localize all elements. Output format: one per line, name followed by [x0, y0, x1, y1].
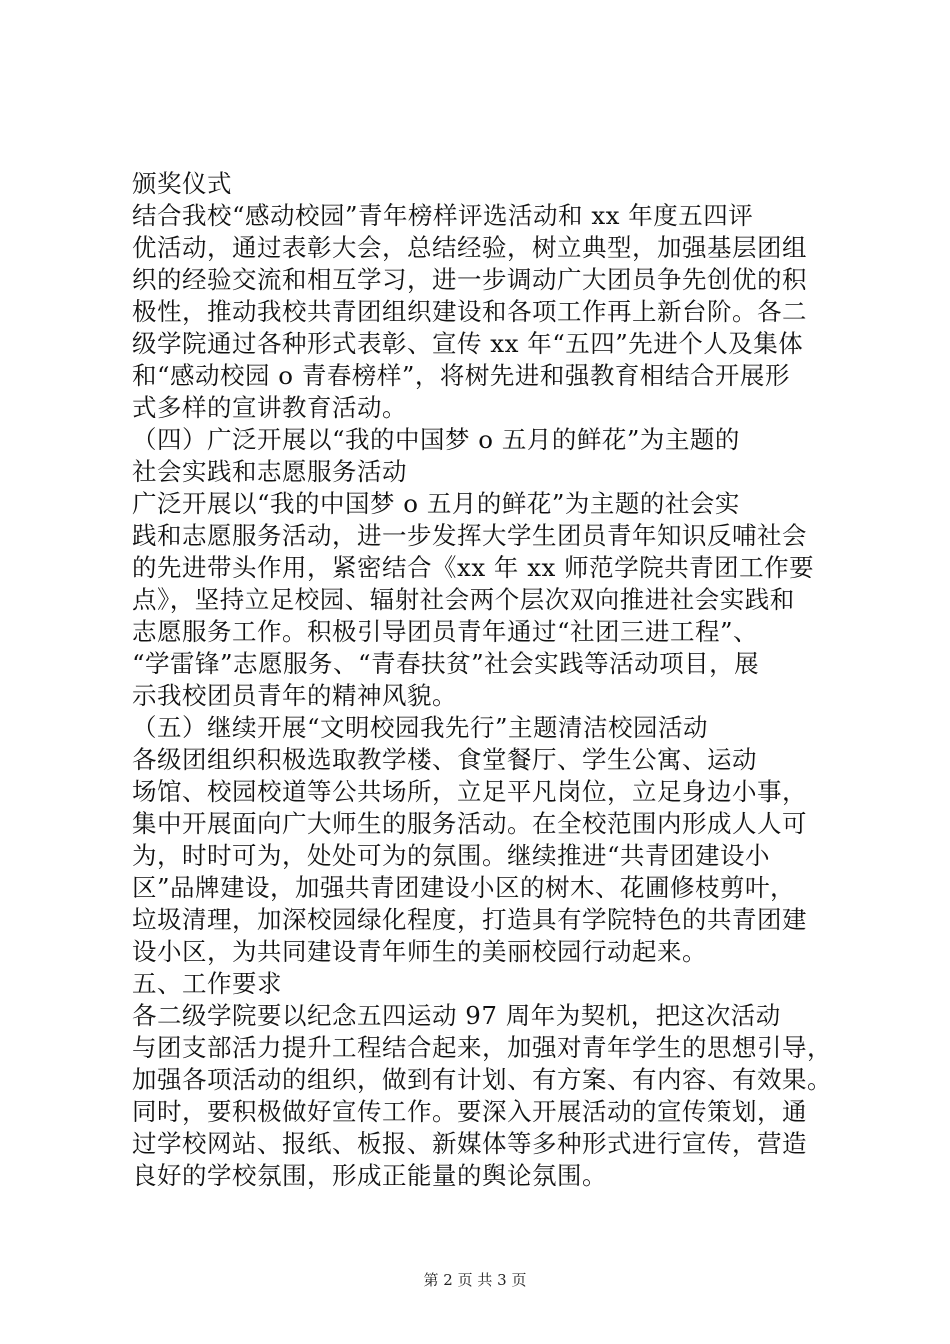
text-line: 场馆、校园校道等公共场所，立足平凡岗位，立足身边小事， [132, 777, 807, 806]
text-line: 各级团组织积极选取教学楼、食堂餐厅、学生公寓、运动 [132, 745, 757, 774]
text-line: 式多样的宣讲教育活动。 [132, 393, 407, 422]
text-line: 广泛开展以“我的中国梦 o 五月的鲜花”为主题的社会实 [132, 489, 740, 518]
text-line: 织的经验交流和相互学习，进一步调动广大团员争先创优的积 [132, 265, 807, 294]
text-line: 各二级学院要以纪念五四运动 97 周年为契机，把这次活动 [132, 1001, 781, 1030]
section-heading: （五）继续开展“文明校园我先行”主题清洁校园活动 [132, 713, 709, 742]
text-line: 的先进带头作用，紧密结合《xx 年 xx 师范学院共青团工作要 [132, 553, 815, 582]
text-line: 和“感动校园 o 青春榜样”，将树先进和强教育相结合开展形 [132, 361, 790, 390]
text-line: 加强各项活动的组织，做到有计划、有方案、有内容、有效果。 [132, 1065, 832, 1094]
text-line: 结合我校“感动校园”青年榜样评选活动和 xx 年度五四评 [132, 201, 754, 230]
text-line: 区”品牌建设，加强共青团建设小区的树木、花圃修枝剪叶， [132, 873, 796, 902]
text-line: 同时，要积极做好宣传工作。要深入开展活动的宣传策划，通 [132, 1097, 807, 1126]
page-footer: 第 2 页 共 3 页 [423, 1271, 527, 1289]
text-line: 点》，坚持立足校园、辐射社会两个层次双向推进社会实践和 [132, 585, 795, 614]
text-line: 极性，推动我校共青团组织建设和各项工作再上新台阶。各二 [132, 297, 807, 326]
section-heading: 社会实践和志愿服务活动 [132, 457, 407, 486]
section-heading: 五、工作要求 [132, 969, 282, 998]
text-line: 践和志愿服务活动，进一步发挥大学生团员青年知识反哺社会 [132, 521, 807, 550]
text-line: 垃圾清理，加深校园绿化程度，打造具有学院特色的共青团建 [132, 905, 807, 934]
text-line: “学雷锋”志愿服务、“青春扶贫”社会实践等活动项目，展 [132, 649, 760, 678]
text-line: 志愿服务工作。积极引导团员青年通过“社团三进工程”、 [132, 617, 759, 646]
text-line: 设小区，为共同建设青年师生的美丽校园行动起来。 [132, 937, 707, 966]
text-line: 颁奖仪式 [132, 169, 232, 198]
text-line: 集中开展面向广大师生的服务活动。在全校范围内形成人人可 [132, 809, 807, 838]
text-line: 示我校团员青年的精神风貌。 [132, 681, 457, 710]
text-line: 优活动，通过表彰大会，总结经验，树立典型，加强基层团组 [132, 233, 807, 262]
text-line: 与团支部活力提升工程结合起来，加强对青年学生的思想引导， [132, 1033, 832, 1062]
text-line: 良好的学校氛围，形成正能量的舆论氛围。 [132, 1161, 607, 1190]
text-line: 过学校网站、报纸、板报、新媒体等多种形式进行宣传，营造 [132, 1129, 807, 1158]
text-line: 为，时时可为，处处可为的氛围。继续推进“共青团建设小 [132, 841, 771, 870]
text-line: 级学院通过各种形式表彰、宣传 xx 年“五四”先进个人及集体 [132, 329, 804, 358]
section-heading: （四）广泛开展以“我的中国梦 o 五月的鲜花”为主题的 [132, 425, 740, 454]
